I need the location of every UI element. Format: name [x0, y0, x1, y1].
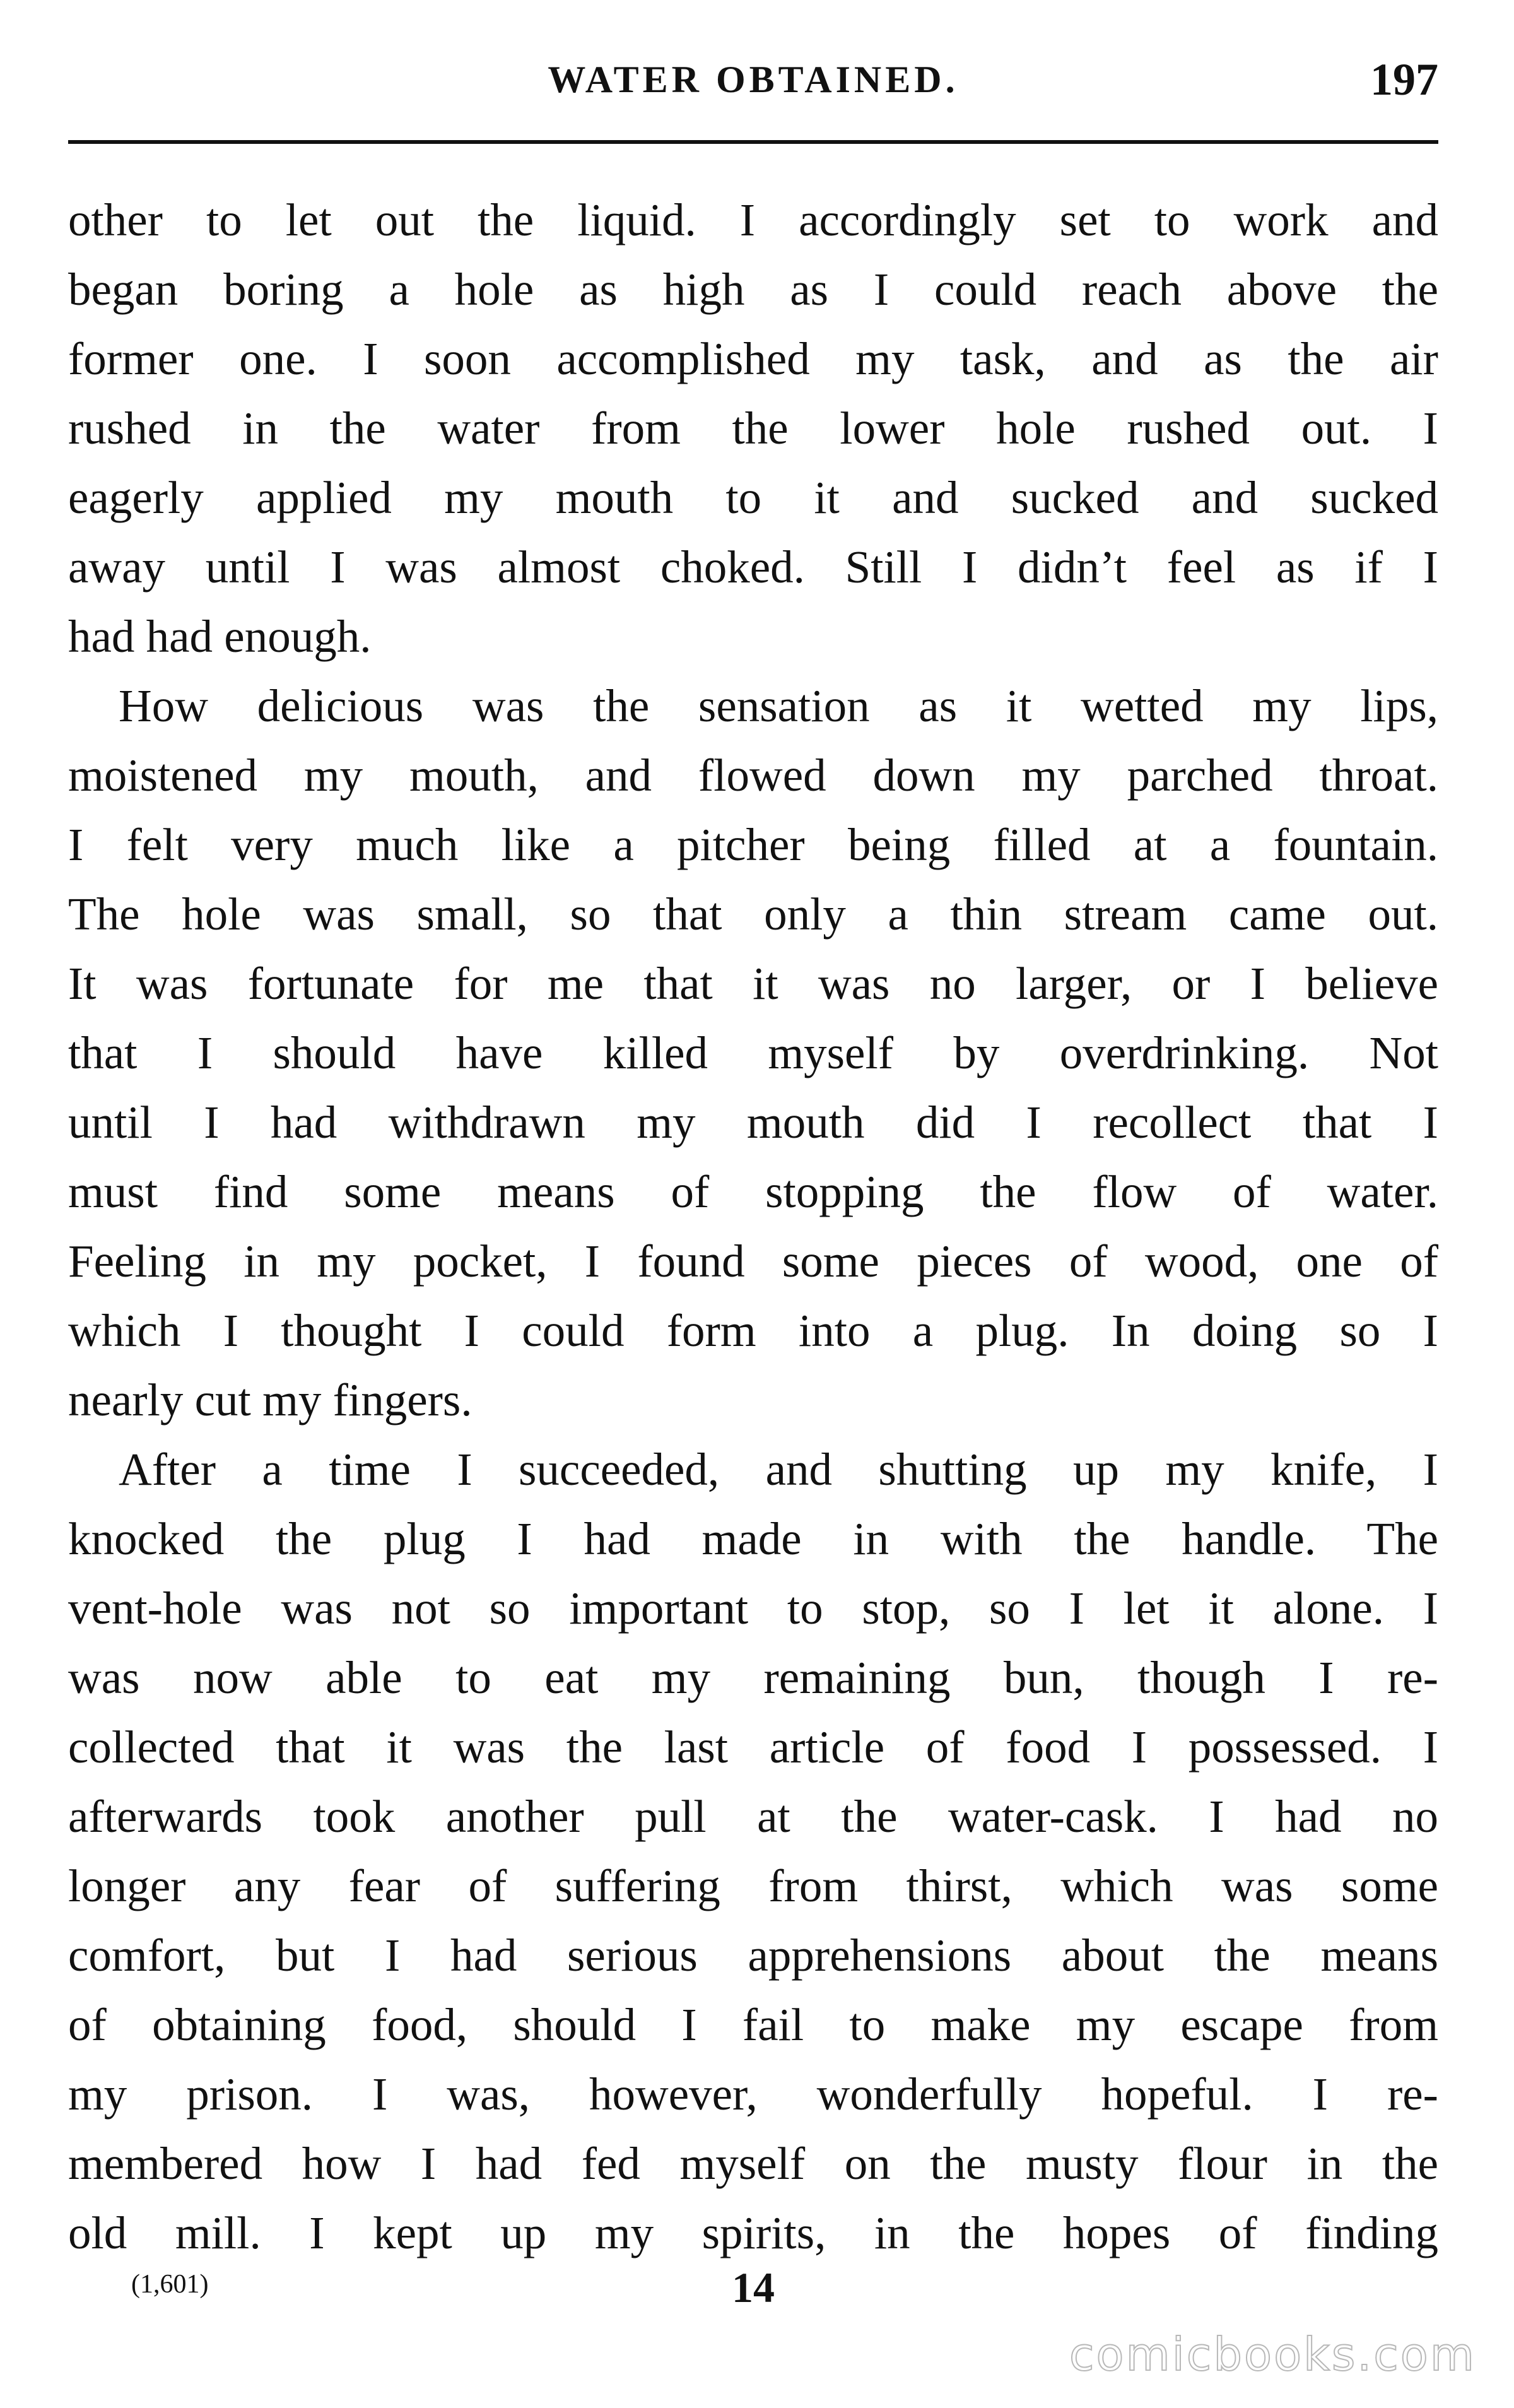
page-footer: [68, 2265, 1438, 2322]
text-line: my prison. I was, however, wonderfully hopeful. I re-: [68, 2069, 1438, 2120]
text-line: had had enough.: [68, 611, 372, 662]
text-line: The hole was small, so that only a thin stream came out.: [68, 888, 1438, 940]
text-line: I felt very much like a pitcher being filled at a fountain.: [68, 819, 1438, 870]
text-line: comfort, but I had serious apprehensions about the means: [68, 1930, 1438, 1981]
text-line: was now able to eat my remaining bun, though I re-: [68, 1652, 1438, 1703]
text-line: After a time I succeeded, and shutting up my knife, I: [119, 1444, 1438, 1495]
body-text: [68, 186, 1438, 2268]
print-signature: (1,601): [131, 2270, 209, 2299]
text-line: other to let out the liquid. I accordingly set to work and: [68, 194, 1438, 245]
text-line: that I should have killed myself by overdrinking. Not: [68, 1027, 1438, 1078]
text-line: of obtaining food, should I fail to make my escape from: [68, 1999, 1438, 2050]
text-line: How delicious was the sensation as it wetted my lips,: [119, 680, 1438, 731]
text-line: rushed in the water from the lower hole rushed out. I: [68, 403, 1438, 454]
text-line: It was fortunate for me that it was no larger, or I believe: [68, 958, 1438, 1009]
text-line: nearly cut my fingers.: [68, 1374, 472, 1425]
page-number: 197: [1370, 54, 1438, 105]
text-line: longer any fear of suffering from thirst, which was some: [68, 1860, 1438, 1911]
text-line: eagerly applied my mouth to it and sucked and sucked: [68, 472, 1438, 523]
header-rule: [68, 140, 1438, 144]
text-line: which I thought I could form into a plug. In doing so I: [68, 1305, 1438, 1356]
text-line: former one. I soon accomplished my task, and as the air: [68, 333, 1438, 384]
watermark: comicbooks.com: [1069, 2328, 1476, 2381]
text-line: vent-hole was not so important to stop, so I let it alone. I: [68, 1583, 1438, 1634]
text-line: knocked the plug I had made in with the handle. The: [68, 1513, 1438, 1564]
text-line: Feeling in my pocket, I found some pieces of wood, one of: [68, 1236, 1438, 1287]
text-line: until I had withdrawn my mouth did I recollect that I: [68, 1097, 1438, 1148]
running-title: WATER OBTAINED.: [548, 59, 959, 100]
text-line: collected that it was the last article of food I possessed. I: [68, 1721, 1438, 1773]
running-head: [68, 49, 1438, 112]
text-line: afterwards took another pull at the water-cask. I had no: [68, 1791, 1438, 1842]
text-line: moistened my mouth, and flowed down my parched throat.: [68, 750, 1438, 801]
text-line: away until I was almost choked. Still I didn’t feel as if I: [68, 541, 1438, 593]
text-line: began boring a hole as high as I could reach above the: [68, 264, 1438, 315]
text-line: old mill. I kept up my spirits, in the hopes of finding: [68, 2207, 1438, 2258]
text-line: must find some means of stopping the flow of water.: [68, 1166, 1438, 1217]
gathering-number: 14: [732, 2263, 775, 2311]
text-line: membered how I had fed myself on the musty flour in the: [68, 2138, 1438, 2189]
